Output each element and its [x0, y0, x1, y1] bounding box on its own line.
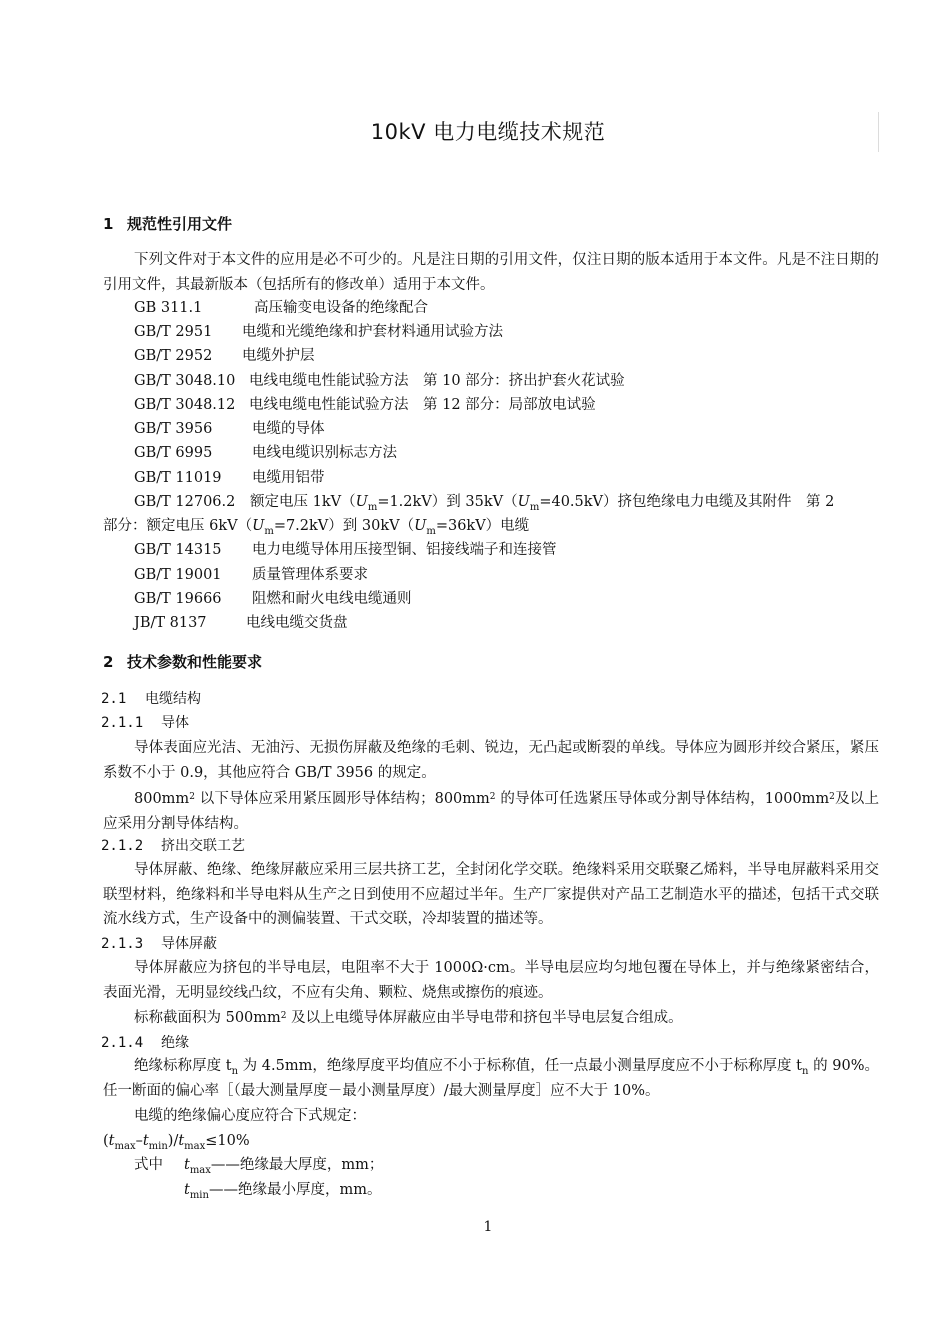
formula-subscript: max	[189, 1165, 211, 1176]
reference-title-part: =1.2kV）到 35kV（	[377, 494, 518, 510]
reference-code: JB/T 8137	[134, 615, 207, 631]
subsection-number: 2.1.1	[101, 715, 144, 731]
reference-code: GB/T 3956	[134, 421, 213, 437]
subsection-number: 2.1.2	[101, 838, 144, 854]
voltage-subscript: m	[426, 526, 436, 537]
text-run: 绝缘标称厚度 t	[134, 1058, 232, 1074]
voltage-subscript: m	[529, 502, 540, 513]
reference-item-12706	[134, 492, 834, 512]
reference-code: GB/T 19666	[134, 591, 222, 607]
reference-item-12706-continued	[103, 516, 529, 536]
section-title: 规范性引用文件	[127, 215, 233, 233]
voltage-subscript: m	[367, 502, 378, 513]
superscript: 2	[829, 792, 835, 802]
text-run: 以下导体应采用紧压圆形导体结构；800mm	[194, 791, 490, 807]
paragraph-insulation	[103, 1054, 879, 1103]
reference-item	[134, 540, 557, 560]
voltage-symbol: U	[414, 518, 427, 534]
paragraph-crosslinking: 导体屏蔽、绝缘、绝缘屏蔽应采用三层共挤工艺，全封闭化学交联。绝缘料采用交联聚乙烯料，半导电屏蔽料采用交联型材料，绝缘料和半导电料从生产之日到使用不应超过半年。生产厂家提供对产品工艺制造水平的描述，包括干式交联流水线方式，生产设备中的测偏装置、干式交联，冷却装置的描述等。	[103, 862, 879, 927]
reference-code: GB/T 3048.10	[134, 373, 236, 389]
subsection-title: 电缆结构	[145, 691, 201, 707]
subsection-title: 挤出交联工艺	[161, 838, 245, 854]
text-run: 及以上应采用分割导体结构。	[103, 791, 879, 832]
paragraph-intro: 下列文件对于本文件的应用是必不可少的。凡是注日期的引用文件，仅注日期的版本适用于本文件。凡是不注日期的引用文件，其最新版本（包括所有的修改单）适用于本文件。	[103, 252, 879, 293]
reference-code: GB/T 6995	[134, 445, 213, 461]
formula-variable: t	[142, 1133, 149, 1149]
reference-item	[134, 443, 397, 463]
reference-title: 电缆和光缆绝缘和护套材料通用试验方法	[242, 324, 503, 340]
subsection-title: 导体	[161, 715, 189, 731]
superscript: 2	[489, 792, 496, 802]
reference-code: GB/T 14315	[134, 542, 222, 558]
edge-mark	[878, 112, 879, 152]
reference-title: 电线电缆电性能试验方法 第 10 部分：挤出护套火花试验	[249, 373, 625, 389]
formula-subscript: max	[114, 1141, 136, 1152]
reference-item	[134, 613, 348, 633]
formula-variable: t	[178, 1133, 185, 1149]
reference-title: 高压输变电设备的绝缘配合	[254, 300, 428, 316]
formula-variable: t	[108, 1133, 115, 1149]
reference-item	[134, 298, 428, 318]
voltage-symbol: U	[517, 494, 530, 510]
reference-title-part: 额定电压 1kV（	[250, 494, 356, 510]
subsection-number: 2.1.3	[101, 936, 144, 952]
subsection-2-1-heading	[101, 688, 201, 708]
text-run: 的 90%。任一断面的偏心率［（最大测量厚度－最小测量厚度）/最大测量厚度］应不大于 10%。	[103, 1058, 879, 1099]
reference-code: GB/T 2951	[134, 324, 213, 340]
legend-description: ——绝缘最大厚度，mm；	[210, 1157, 384, 1173]
text-run: 为 4.5mm，绝缘厚度平均值应不小于标称值，任一点最小测量厚度应不小于标称厚度 t	[238, 1058, 803, 1074]
subsection-title: 绝缘	[161, 1035, 189, 1051]
text-run: 标称截面积为 500mm	[134, 1010, 281, 1026]
reference-title: 阻燃和耐火电线电缆通则	[252, 591, 412, 607]
formula-part: ≤10%	[205, 1133, 250, 1149]
reference-title: 电力电缆导体用压接型铜、铝接线端子和连接管	[252, 542, 557, 558]
reference-title: 电线电缆识别标志方法	[252, 445, 397, 461]
formula-part: )/	[167, 1133, 179, 1149]
reference-item	[134, 565, 368, 585]
text-run: 及以上电缆导体屏蔽应由半导电带和挤包半导电层复合组成。	[286, 1010, 683, 1026]
reference-code: GB/T 12706.2	[134, 494, 236, 510]
paragraph-conductor-screen: 导体屏蔽应为挤包的半导电层，电阻率不大于 1000Ω·cm。半导电层应均匀地包覆在导体上，并与绝缘紧密结合，表面光滑，无明显绞线凸纹，不应有尖角、颗粒、烧焦或擦伤的痕迹。	[103, 960, 879, 1001]
section-number: 1	[103, 215, 114, 233]
reference-code: GB/T 11019	[134, 470, 222, 486]
reference-item	[134, 395, 596, 415]
subsection-2-1-1-heading	[101, 712, 189, 732]
paragraph-eccentricity: 电缆的绝缘偏心度应符合下式规定：	[134, 1108, 366, 1124]
subscript: n	[802, 1066, 809, 1077]
reference-item	[134, 346, 315, 366]
reference-item	[134, 419, 325, 439]
text-run: 的导体可任选紧压导体或分割导体结构，1000mm	[495, 791, 830, 807]
formula-legend-max	[134, 1155, 383, 1175]
voltage-symbol: U	[355, 494, 368, 510]
subsection-number: 2.1	[101, 691, 127, 707]
formula-subscript: min	[189, 1190, 209, 1201]
reference-title: 电缆用铝带	[252, 470, 325, 486]
page-number: 1	[483, 1219, 493, 1235]
formula-part: (	[103, 1133, 109, 1149]
reference-code: GB/T 19001	[134, 567, 222, 583]
eccentricity-formula	[103, 1131, 250, 1151]
formula-legend-min	[184, 1180, 381, 1200]
voltage-symbol: U	[252, 518, 265, 534]
paragraph-conductor-structure	[103, 787, 879, 836]
section-1-heading	[103, 213, 232, 234]
reference-code: GB/T 3048.12	[134, 397, 236, 413]
section-number: 2	[103, 653, 114, 671]
reference-title: 电缆的导体	[252, 421, 325, 437]
text-run: 800mm	[134, 791, 190, 807]
subscript: n	[231, 1066, 239, 1077]
section-title: 技术参数和性能要求	[127, 653, 263, 671]
formula-subscript: min	[148, 1141, 168, 1152]
reference-title: 电线电缆交货盘	[246, 615, 348, 631]
reference-code: GB/T 2952	[134, 348, 213, 364]
subsection-2-1-2-heading	[101, 835, 245, 855]
reference-item	[134, 468, 325, 488]
reference-item	[134, 371, 625, 391]
formula-variable: t	[184, 1182, 190, 1198]
paragraph-screen-composite	[103, 1006, 879, 1031]
section-2-heading	[103, 651, 262, 672]
legend-label: 式中	[134, 1157, 163, 1173]
reference-title: 电缆外护层	[242, 348, 315, 364]
superscript: 2	[280, 1011, 287, 1021]
reference-title-part: 部分：额定电压 6kV（	[103, 518, 253, 534]
superscript: 2	[189, 792, 195, 802]
formula-part: –	[135, 1133, 143, 1149]
reference-item	[134, 322, 503, 342]
reference-code: GB 311.1	[134, 300, 203, 316]
reference-title: 电线电缆电性能试验方法 第 12 部分：局部放电试验	[249, 397, 596, 413]
document-title: 10kV 电力电缆技术规范	[370, 120, 606, 144]
subsection-number: 2.1.4	[101, 1035, 144, 1051]
paragraph-conductor: 导体表面应光洁、无油污、无损伤屏蔽及绝缘的毛刺、锐边，无凸起或断裂的单线。导体应为圆形并绞合紧压，紧压系数不小于 0.9，其他应符合 GB/T 3956 的规定。	[103, 740, 879, 781]
reference-title-part: =36kV）电缆	[435, 518, 530, 534]
voltage-subscript: m	[264, 526, 274, 537]
reference-title-part: =7.2kV）到 30kV（	[273, 518, 415, 534]
subsection-2-1-4-heading	[101, 1032, 189, 1052]
reference-title: 质量管理体系要求	[252, 567, 368, 583]
legend-description: ——绝缘最小厚度，mm。	[208, 1182, 382, 1198]
subsection-2-1-3-heading	[101, 933, 217, 953]
subsection-title: 导体屏蔽	[161, 936, 217, 952]
formula-variable: t	[184, 1157, 190, 1173]
reference-title-part: =40.5kV）挤包绝缘电力电缆及其附件 第 2	[539, 494, 835, 510]
formula-subscript: max	[184, 1141, 206, 1152]
reference-item	[134, 589, 412, 609]
